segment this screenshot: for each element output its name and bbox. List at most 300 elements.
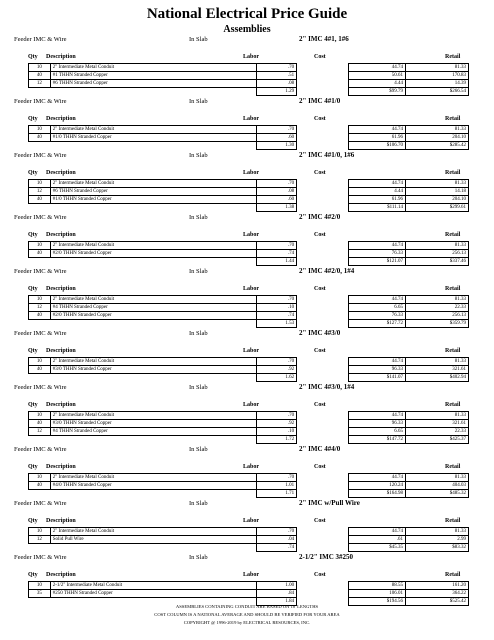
column-header-labor: Labor bbox=[243, 54, 260, 60]
cell-labor: .70 bbox=[257, 296, 297, 304]
column-header-labor: Labor bbox=[243, 464, 260, 470]
total-row bbox=[29, 142, 469, 150]
column-headers bbox=[14, 284, 484, 295]
table-row bbox=[29, 420, 469, 428]
cell-labor: .08 bbox=[257, 188, 297, 196]
column-header-description: Description bbox=[46, 170, 76, 176]
table-row bbox=[29, 358, 469, 366]
total-labor: 1.38 bbox=[257, 204, 297, 212]
section-assembly-name: 2" IMC 4#2/0 bbox=[299, 213, 341, 221]
section-header bbox=[14, 444, 484, 456]
table-row bbox=[29, 366, 469, 374]
items-table bbox=[28, 411, 469, 444]
cell-qty: 40 bbox=[29, 250, 51, 258]
cell-description: 2" Intermediate Metal Conduit bbox=[50, 474, 256, 482]
cell-labor: .70 bbox=[257, 474, 297, 482]
column-header-cost: Cost bbox=[314, 464, 326, 470]
cell-description: 2" Intermediate Metal Conduit bbox=[50, 64, 256, 72]
table-row bbox=[29, 474, 469, 482]
column-headers bbox=[14, 114, 484, 125]
cell-retail: 81.33 bbox=[405, 180, 468, 188]
column-header-labor: Labor bbox=[243, 116, 260, 122]
cell-retail: 364.22 bbox=[405, 590, 468, 598]
column-header-retail: Retail bbox=[445, 348, 461, 354]
cell-cost: .61 bbox=[348, 536, 405, 544]
cell-qty: 10 bbox=[29, 126, 51, 134]
cell-cost: 44.74 bbox=[348, 358, 405, 366]
cell-cost: 44.74 bbox=[348, 126, 405, 134]
cell-description: Solid Pull Wire bbox=[50, 536, 256, 544]
cell-qty: 12 bbox=[29, 304, 51, 312]
table-row bbox=[29, 188, 469, 196]
assembly-sections bbox=[14, 34, 484, 606]
spacer-cell bbox=[297, 72, 349, 80]
cell-description: 2" Intermediate Metal Conduit bbox=[50, 412, 256, 420]
cell-labor: .84 bbox=[257, 590, 297, 598]
cell-labor: .51 bbox=[257, 72, 297, 80]
cell-qty: 10 bbox=[29, 296, 51, 304]
assembly-section bbox=[14, 150, 484, 212]
spacer-cell bbox=[297, 412, 349, 420]
section-assembly-name: 2" IMC 4#3/0 bbox=[299, 329, 341, 337]
spacer-cell bbox=[29, 258, 51, 266]
total-row bbox=[29, 436, 469, 444]
total-retail: $402.94 bbox=[405, 374, 468, 382]
section-location: In Slab bbox=[189, 554, 208, 561]
column-header-labor: Labor bbox=[243, 232, 260, 238]
column-headers bbox=[14, 52, 484, 63]
section-header bbox=[14, 382, 484, 394]
items-table bbox=[28, 527, 469, 552]
spacer-cell bbox=[297, 296, 349, 304]
cell-labor: .60 bbox=[257, 134, 297, 142]
cell-qty: 10 bbox=[29, 582, 51, 590]
cell-cost: 88.55 bbox=[348, 582, 405, 590]
cell-labor: .92 bbox=[257, 366, 297, 374]
cell-description: 2" Intermediate Metal Conduit bbox=[50, 358, 256, 366]
cell-retail: 81.33 bbox=[405, 242, 468, 250]
cell-qty: 10 bbox=[29, 180, 51, 188]
cell-qty: 40 bbox=[29, 134, 51, 142]
assembly-section bbox=[14, 34, 484, 96]
section-category: Feeder IMC & Wire bbox=[14, 384, 67, 391]
cell-description: #2/0 THHN Stranded Copper bbox=[50, 312, 256, 320]
assembly-section bbox=[14, 552, 484, 606]
column-headers bbox=[14, 168, 484, 179]
total-cost: $45.35 bbox=[348, 544, 405, 552]
total-row bbox=[29, 88, 469, 96]
assembly-section bbox=[14, 382, 484, 444]
section-category: Feeder IMC & Wire bbox=[14, 554, 67, 561]
cell-labor: .10 bbox=[257, 428, 297, 436]
table-row bbox=[29, 296, 469, 304]
cell-retail: 170.83 bbox=[405, 72, 468, 80]
section-header bbox=[14, 498, 484, 510]
cell-retail: 22.33 bbox=[405, 304, 468, 312]
cell-retail: 81.33 bbox=[405, 126, 468, 134]
cell-cost: 76.33 bbox=[348, 312, 405, 320]
column-headers bbox=[14, 516, 484, 527]
table-row bbox=[29, 242, 469, 250]
cell-qty: 10 bbox=[29, 64, 51, 72]
items-table bbox=[28, 473, 469, 498]
cell-labor: .70 bbox=[257, 64, 297, 72]
column-header-qty: Qty bbox=[28, 54, 38, 60]
cell-labor: .70 bbox=[257, 180, 297, 188]
total-cost: $164.98 bbox=[348, 490, 405, 498]
spacer-cell bbox=[29, 436, 51, 444]
cell-retail: 204.10 bbox=[405, 196, 468, 204]
cell-labor: .10 bbox=[257, 304, 297, 312]
section-header bbox=[14, 96, 484, 108]
column-header-description: Description bbox=[46, 286, 76, 292]
cell-cost: 44.74 bbox=[348, 242, 405, 250]
cell-retail: 81.33 bbox=[405, 474, 468, 482]
spacer-cell bbox=[50, 258, 256, 266]
footer-copyright: COPYRIGHT @ 1996-2019 by ELECTRICAL RESOURCES, INC. bbox=[183, 620, 311, 625]
table-row bbox=[29, 536, 469, 544]
footer-note-lengths: ASSEMBLIES CONTAINING CONDUIT ARE BASED ON 10' LENGTHS bbox=[175, 604, 319, 609]
items-table bbox=[28, 125, 469, 150]
cell-qty: 12 bbox=[29, 80, 51, 88]
spacer-cell bbox=[297, 582, 349, 590]
column-header-description: Description bbox=[46, 402, 76, 408]
cell-description: #2/0 THHN Stranded Copper bbox=[50, 250, 256, 258]
table-row bbox=[29, 134, 469, 142]
column-header-cost: Cost bbox=[314, 518, 326, 524]
column-header-cost: Cost bbox=[314, 170, 326, 176]
spacer-cell bbox=[297, 320, 349, 328]
total-retail: $299.61 bbox=[405, 204, 468, 212]
cell-description: #4/0 THHN Stranded Copper bbox=[50, 482, 256, 490]
assembly-section bbox=[14, 266, 484, 328]
spacer-cell bbox=[297, 590, 349, 598]
section-header bbox=[14, 150, 484, 162]
total-retail: $285.42 bbox=[405, 142, 468, 150]
cell-qty: 10 bbox=[29, 528, 51, 536]
cell-qty: 40 bbox=[29, 482, 51, 490]
spacer-cell bbox=[50, 490, 256, 498]
total-cost: $147.72 bbox=[348, 436, 405, 444]
cell-retail: 14.18 bbox=[405, 188, 468, 196]
total-row bbox=[29, 320, 469, 328]
table-row bbox=[29, 72, 469, 80]
cell-description: #4 THHN Stranded Copper bbox=[50, 428, 256, 436]
total-row bbox=[29, 490, 469, 498]
cell-retail: 204.10 bbox=[405, 134, 468, 142]
spacer-cell bbox=[50, 142, 256, 150]
cell-cost: 44.74 bbox=[348, 474, 405, 482]
assembly-section bbox=[14, 212, 484, 266]
section-location: In Slab bbox=[189, 152, 208, 159]
column-header-cost: Cost bbox=[314, 286, 326, 292]
total-retail: $266.54 bbox=[405, 88, 468, 96]
spacer-cell bbox=[297, 126, 349, 134]
cell-cost: 44.74 bbox=[348, 64, 405, 72]
cell-cost: 44.74 bbox=[348, 180, 405, 188]
column-header-description: Description bbox=[46, 116, 76, 122]
page-subtitle: Assemblies bbox=[223, 24, 271, 35]
cell-retail: 161.20 bbox=[405, 582, 468, 590]
section-category: Feeder IMC & Wire bbox=[14, 268, 67, 275]
column-header-qty: Qty bbox=[28, 286, 38, 292]
table-row bbox=[29, 590, 469, 598]
spacer-cell bbox=[297, 250, 349, 258]
section-assembly-name: 2" IMC 4#4/0 bbox=[299, 445, 341, 453]
section-category: Feeder IMC & Wire bbox=[14, 214, 67, 221]
cell-qty: 10 bbox=[29, 358, 51, 366]
cell-labor: .74 bbox=[257, 250, 297, 258]
cell-cost: 96.33 bbox=[348, 420, 405, 428]
spacer-cell bbox=[29, 204, 51, 212]
column-header-labor: Labor bbox=[243, 518, 260, 524]
spacer-cell bbox=[297, 258, 349, 266]
items-table bbox=[28, 295, 469, 328]
column-headers bbox=[14, 230, 484, 241]
total-retail: $525.42 bbox=[405, 598, 468, 606]
column-header-cost: Cost bbox=[314, 116, 326, 122]
cell-cost: 76.33 bbox=[348, 250, 405, 258]
cell-retail: 14.39 bbox=[405, 80, 468, 88]
cell-qty: 40 bbox=[29, 196, 51, 204]
table-row bbox=[29, 428, 469, 436]
section-location: In Slab bbox=[189, 98, 208, 105]
table-row bbox=[29, 126, 469, 134]
cell-description: 2" Intermediate Metal Conduit bbox=[50, 242, 256, 250]
section-location: In Slab bbox=[189, 36, 208, 43]
cell-description: #6 THHN Stranded Copper bbox=[50, 188, 256, 196]
cell-cost: 61.96 bbox=[348, 196, 405, 204]
cell-cost: 44.74 bbox=[348, 412, 405, 420]
cell-description: 2-1/2" Intermediate Metal Conduit bbox=[50, 582, 256, 590]
cell-qty: 12 bbox=[29, 428, 51, 436]
column-header-description: Description bbox=[46, 572, 76, 578]
column-header-retail: Retail bbox=[445, 464, 461, 470]
column-header-description: Description bbox=[46, 348, 76, 354]
cell-retail: 81.33 bbox=[405, 64, 468, 72]
section-category: Feeder IMC & Wire bbox=[14, 152, 67, 159]
cell-description: #6 THHN Stranded Copper bbox=[50, 80, 256, 88]
cell-description: 2" Intermediate Metal Conduit bbox=[50, 296, 256, 304]
cell-retail: 81.33 bbox=[405, 528, 468, 536]
column-header-labor: Labor bbox=[243, 286, 260, 292]
spacer-cell bbox=[297, 304, 349, 312]
column-header-description: Description bbox=[46, 54, 76, 60]
total-cost: $99.79 bbox=[348, 88, 405, 96]
spacer-cell bbox=[297, 474, 349, 482]
cell-qty: 10 bbox=[29, 242, 51, 250]
cell-description: #250 THHN Stranded Copper bbox=[50, 590, 256, 598]
cell-labor: 1.00 bbox=[257, 582, 297, 590]
table-row bbox=[29, 412, 469, 420]
total-labor: 1.53 bbox=[257, 320, 297, 328]
column-header-qty: Qty bbox=[28, 464, 38, 470]
cell-description: #3/0 THHN Stranded Copper bbox=[50, 366, 256, 374]
spacer-cell bbox=[297, 242, 349, 250]
cell-labor: .60 bbox=[257, 196, 297, 204]
cell-qty: 40 bbox=[29, 366, 51, 374]
cell-retail: 81.33 bbox=[405, 412, 468, 420]
cell-retail: 81.33 bbox=[405, 296, 468, 304]
column-headers bbox=[14, 400, 484, 411]
spacer-cell bbox=[50, 436, 256, 444]
cell-qty: 40 bbox=[29, 312, 51, 320]
column-header-cost: Cost bbox=[314, 54, 326, 60]
column-header-labor: Labor bbox=[243, 402, 260, 408]
spacer-cell bbox=[297, 490, 349, 498]
cell-cost: 4.44 bbox=[348, 188, 405, 196]
total-labor: 1.84 bbox=[257, 598, 297, 606]
column-header-cost: Cost bbox=[314, 402, 326, 408]
total-row bbox=[29, 258, 469, 266]
total-row bbox=[29, 204, 469, 212]
section-assembly-name: 2" IMC 4#1/0, 1#6 bbox=[299, 151, 355, 159]
column-header-labor: Labor bbox=[243, 170, 260, 176]
spacer-cell bbox=[297, 374, 349, 382]
cell-cost: 106.01 bbox=[348, 590, 405, 598]
spacer-cell bbox=[29, 374, 51, 382]
items-table bbox=[28, 63, 469, 96]
table-row bbox=[29, 196, 469, 204]
cell-labor: .74 bbox=[257, 312, 297, 320]
cell-labor: .70 bbox=[257, 358, 297, 366]
column-headers bbox=[14, 570, 484, 581]
spacer-cell bbox=[297, 536, 349, 544]
column-header-description: Description bbox=[46, 232, 76, 238]
column-header-cost: Cost bbox=[314, 348, 326, 354]
cell-retail: 321.61 bbox=[405, 420, 468, 428]
column-header-qty: Qty bbox=[28, 518, 38, 524]
assembly-section bbox=[14, 328, 484, 382]
total-row bbox=[29, 374, 469, 382]
column-header-labor: Labor bbox=[243, 572, 260, 578]
total-labor: 1.71 bbox=[257, 490, 297, 498]
cell-cost: 44.74 bbox=[348, 296, 405, 304]
cell-description: 2" Intermediate Metal Conduit bbox=[50, 528, 256, 536]
section-assembly-name: 2" IMC 4#2/0, 1#4 bbox=[299, 267, 355, 275]
total-retail: $83.32 bbox=[405, 544, 468, 552]
spacer-cell bbox=[297, 482, 349, 490]
total-labor: 1.44 bbox=[257, 258, 297, 266]
table-row bbox=[29, 482, 469, 490]
section-header bbox=[14, 34, 484, 46]
spacer-cell bbox=[50, 204, 256, 212]
spacer-cell bbox=[297, 428, 349, 436]
section-location: In Slab bbox=[189, 384, 208, 391]
cell-cost: 120.24 bbox=[348, 482, 405, 490]
section-header bbox=[14, 212, 484, 224]
items-table bbox=[28, 179, 469, 212]
cell-labor: .70 bbox=[257, 242, 297, 250]
cell-qty: 40 bbox=[29, 72, 51, 80]
total-cost: $127.72 bbox=[348, 320, 405, 328]
spacer-cell bbox=[297, 134, 349, 142]
cell-labor: .70 bbox=[257, 412, 297, 420]
section-location: In Slab bbox=[189, 330, 208, 337]
cell-retail: 256.13 bbox=[405, 250, 468, 258]
table-row bbox=[29, 528, 469, 536]
spacer-cell bbox=[29, 88, 51, 96]
spacer-cell bbox=[297, 420, 349, 428]
cell-qty: 35 bbox=[29, 590, 51, 598]
spacer-cell bbox=[50, 88, 256, 96]
cell-labor: .04 bbox=[257, 536, 297, 544]
table-row bbox=[29, 312, 469, 320]
cell-cost: 50.61 bbox=[348, 72, 405, 80]
cell-description: #1 THHN Stranded Copper bbox=[50, 72, 256, 80]
table-row bbox=[29, 64, 469, 72]
column-header-cost: Cost bbox=[314, 572, 326, 578]
cell-retail: 256.13 bbox=[405, 312, 468, 320]
cell-retail: 404.03 bbox=[405, 482, 468, 490]
spacer-cell bbox=[297, 436, 349, 444]
section-location: In Slab bbox=[189, 268, 208, 275]
cell-labor: .70 bbox=[257, 126, 297, 134]
cell-cost: 4.44 bbox=[348, 80, 405, 88]
spacer-cell bbox=[29, 320, 51, 328]
total-labor: 1.30 bbox=[257, 142, 297, 150]
cell-description: 2" Intermediate Metal Conduit bbox=[50, 180, 256, 188]
section-assembly-name: 2" IMC 4#3/0, 1#4 bbox=[299, 383, 355, 391]
column-header-description: Description bbox=[46, 518, 76, 524]
cell-qty: 10 bbox=[29, 474, 51, 482]
cell-description: #1/0 THHN Stranded Copper bbox=[50, 196, 256, 204]
column-header-description: Description bbox=[46, 464, 76, 470]
total-labor: 1.62 bbox=[257, 374, 297, 382]
column-header-qty: Qty bbox=[28, 348, 38, 354]
spacer-cell bbox=[297, 358, 349, 366]
cell-retail: 81.33 bbox=[405, 358, 468, 366]
column-header-retail: Retail bbox=[445, 286, 461, 292]
spacer-cell bbox=[297, 188, 349, 196]
total-retail: $485.32 bbox=[405, 490, 468, 498]
column-headers bbox=[14, 462, 484, 473]
column-header-retail: Retail bbox=[445, 518, 461, 524]
column-header-retail: Retail bbox=[445, 116, 461, 122]
footer-note-cost: COST COLUMN IS A NATIONAL AVERAGE AND SHOULD BE VERIFIED FOR YOUR AREA bbox=[154, 612, 340, 617]
items-table bbox=[28, 357, 469, 382]
column-header-qty: Qty bbox=[28, 402, 38, 408]
spacer-cell bbox=[50, 320, 256, 328]
items-table bbox=[28, 241, 469, 266]
cell-description: #1/0 THHN Stranded Copper bbox=[50, 134, 256, 142]
cell-labor: .70 bbox=[257, 528, 297, 536]
cell-retail: 321.61 bbox=[405, 366, 468, 374]
table-row bbox=[29, 304, 469, 312]
spacer-cell bbox=[297, 196, 349, 204]
cell-description: #3/0 THHN Stranded Copper bbox=[50, 420, 256, 428]
section-category: Feeder IMC & Wire bbox=[14, 500, 67, 507]
spacer-cell bbox=[297, 88, 349, 96]
cell-description: #4 THHN Stranded Copper bbox=[50, 304, 256, 312]
total-cost: $106.70 bbox=[348, 142, 405, 150]
cell-cost: 6.65 bbox=[348, 304, 405, 312]
total-labor: .74 bbox=[257, 544, 297, 552]
cell-retail: 22.33 bbox=[405, 428, 468, 436]
section-header bbox=[14, 552, 484, 564]
total-cost: $194.56 bbox=[348, 598, 405, 606]
assembly-section bbox=[14, 498, 484, 552]
column-header-retail: Retail bbox=[445, 54, 461, 60]
total-labor: 1.29 bbox=[257, 88, 297, 96]
column-header-retail: Retail bbox=[445, 402, 461, 408]
column-header-qty: Qty bbox=[28, 572, 38, 578]
section-category: Feeder IMC & Wire bbox=[14, 330, 67, 337]
cell-labor: 1.01 bbox=[257, 482, 297, 490]
cell-description: 2" Intermediate Metal Conduit bbox=[50, 126, 256, 134]
table-row bbox=[29, 250, 469, 258]
section-location: In Slab bbox=[189, 446, 208, 453]
